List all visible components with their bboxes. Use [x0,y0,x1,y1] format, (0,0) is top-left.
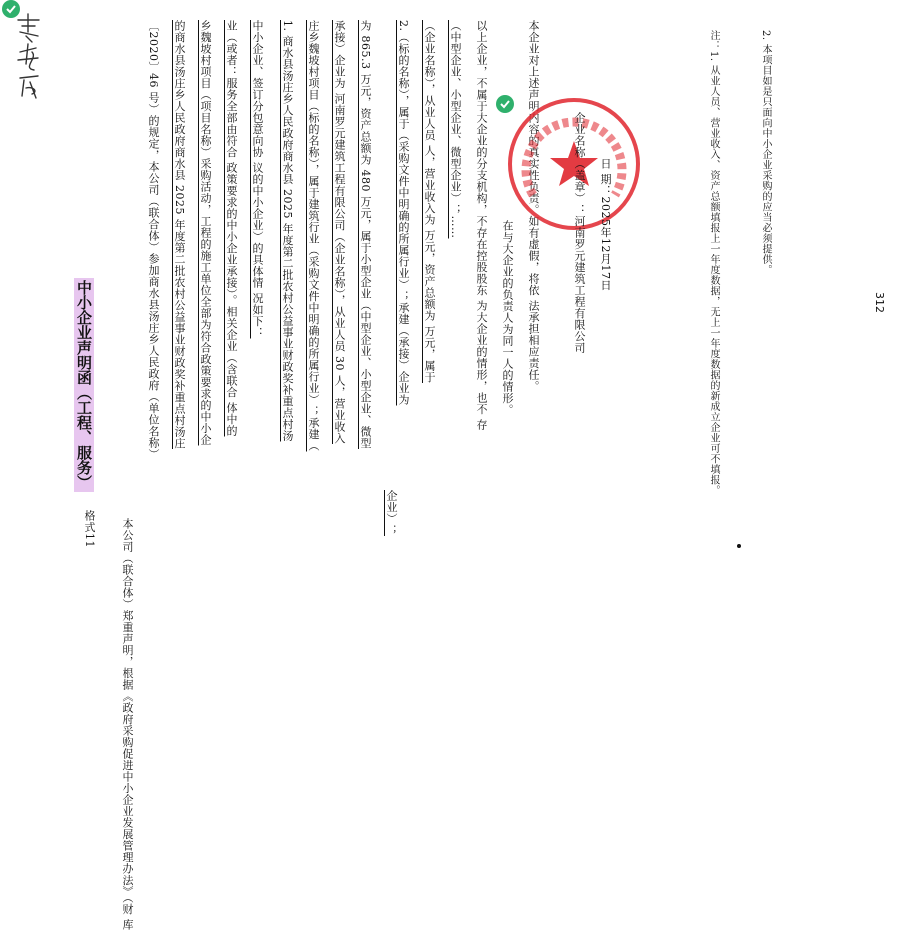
item1-line-2: 庄乡魏坡村项目（标的名称），属于建筑行业（采购文件中明确的所属行业）；承建（ [307,20,320,452]
note-line-1: 注：1. 从业人员、营业收入、资产总额填报上一年度数据，无上一年度数据的新成立企业可不填报。 [708,30,719,496]
handwritten-signature [8,8,48,103]
intro-line-2: 〔2020〕46 号）的规定，本公司（联合体）参加商水县汤庄乡人民政府（单位名称） [147,20,160,460]
intro-line-4: 乡魏坡村项目（项目名称）采购活动，工程的施工单位全部为符合政策要求的中小企 [199,20,212,446]
item1-line-5: 企业）； [385,490,398,536]
intro-line-6: 中小企业、签订分包意向协 议的中小企业）的具体情 况如下： [251,20,264,339]
page-title: 中小企业声明函（工程、服务） [75,280,93,490]
format-label: 格式11 [83,510,96,548]
page-number: 312 [873,292,886,313]
decl-line-3: 本企业对上述声明内容的真实性负责。如有虚假，将依 法承担相应责任。 [527,20,540,392]
check-icon [2,0,20,18]
item1-line-4: 为 865.3 万元，资产总额为 480 万元，属于小型企业（中型企业、小型企业、微型 [359,20,372,449]
item1-line-1: 1. 商水县汤庄乡人民政府商水县 2025 年度第二批农村公益事业财政奖补重点村汤 [281,20,294,442]
intro-line-3: 的商水县汤庄乡人民政府商水县 2025 年度第二批农村公益事业财政奖补重点村汤庄 [173,20,186,449]
decl-line-1: 以上企业，不属于大企业的分支机构，不存在控股股东 为大企业的情形，也不 存 [475,20,488,431]
item2-line-2: （企业名称），从业人员 人，营业收入为 万元，资产总额为 万元，属于 [423,20,436,383]
note-line-2: 2. 本项目如是只面向中小企业采购的应当必须提供。 [760,30,771,276]
decl-line-2: 在与大企业的负责人为同一人的情形。 [501,220,514,416]
bullet-dot [737,544,741,548]
item2-line-3: （中型企业、小型企业、微型企业）；…… [449,20,462,239]
intro-line-5: 业（或者：服务全部由符合 政策要求的中小企业承接）。相关企业（含联合 体中的 [225,20,238,437]
company-name-line: 企业名称（盖章）：河南罗元建筑工程有限公司 [573,112,586,354]
item2-line-1: 2.（标的名称），属于（采购文件中明确的所属行业）；承建（承接）企业为 [397,20,410,406]
date-line: 日 期：2025年12月17日 [599,158,612,291]
item1-line-3: 承接）企业为 河南罗元建筑工程有限公司（企业名称），从业人员 30 人，营业收入 [333,20,346,444]
intro-line-1: 本公司（联合体）郑重声明，根据《政府采购促进中小企业发展管理办法》（财 库 [121,518,134,931]
